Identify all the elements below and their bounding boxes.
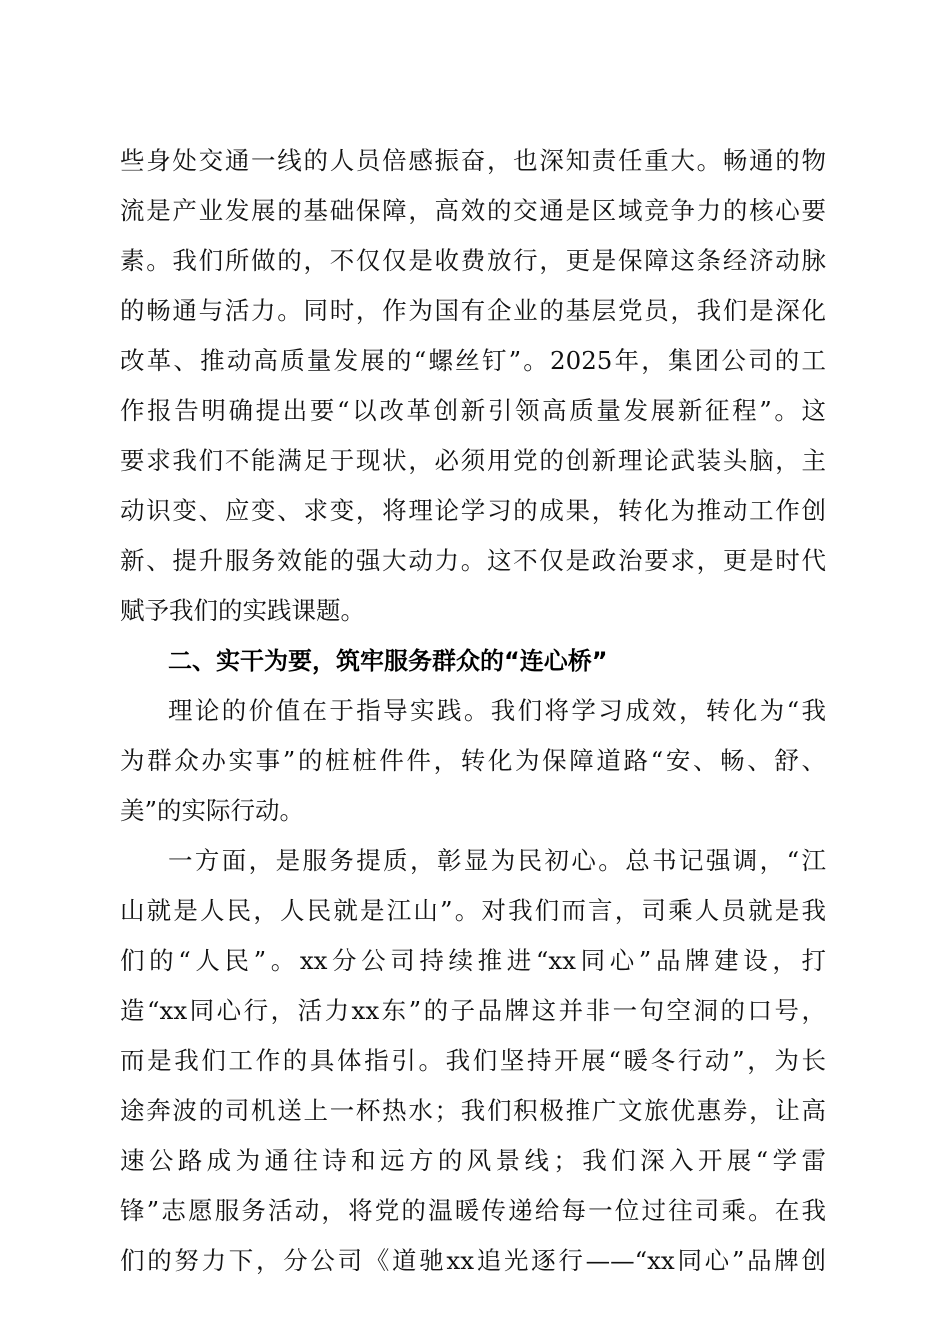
paragraph-1-line-8: 动识变、应变、求变，将理论学习的成果，转化为推动工作创 <box>120 496 826 525</box>
paragraph-3-line-6: 途奔波的司机送上一杯热水；我们积极推广文旅优惠券，让高 <box>120 1096 826 1125</box>
paragraph-3-line-7: 速公路成为通往诗和远方的风景线；我们深入开展“学雷 <box>120 1146 826 1175</box>
paragraph-3-line-5: 而是我们工作的具体指引。我们坚持开展“暖冬行动”，为长 <box>120 1046 826 1075</box>
paragraph-1-line-1: 些身处交通一线的人员倍感振奋，也深知责任重大。畅通的物 <box>120 146 826 175</box>
paragraph-1-line-5: 改革、推动高质量发展的“螺丝钉”。2025年，集团公司的工 <box>120 346 826 375</box>
paragraph-3-line-8: 锋”志愿服务活动，将党的温暖传递给每一位过往司乘。在我 <box>120 1196 826 1225</box>
paragraph-3-line-9: 们的努力下，分公司《道驰xx追光逐行——“xx同心”品牌创 <box>120 1246 826 1275</box>
paragraph-3-line-1: 一方面，是服务提质，彰显为民初心。总书记强调，“江 <box>168 846 826 875</box>
section-heading: 二、实干为要，筑牢服务群众的“连心桥” <box>168 647 608 675</box>
paragraph-2-line-1: 理论的价值在于指导实践。我们将学习成效，转化为“我 <box>168 696 826 725</box>
paragraph-2-line-2: 为群众办实事”的桩桩件件，转化为保障道路“安、畅、舒、 <box>120 746 826 775</box>
paragraph-1-line-3: 素。我们所做的，不仅仅是收费放行，更是保障这条经济动脉 <box>120 246 826 275</box>
paragraph-3-line-2: 山就是人民，人民就是江山”。对我们而言，司乘人员就是我 <box>120 896 826 925</box>
paragraph-3-line-4: 造“xx同心行，活力xx东”的子品牌这并非一句空洞的口号， <box>120 996 826 1025</box>
paragraph-1-line-9: 新、提升服务效能的强大动力。这不仅是政治要求，更是时代 <box>120 546 826 575</box>
paragraph-1-line-6: 作报告明确提出要“以改革创新引领高质量发展新征程”。这 <box>120 396 826 425</box>
paragraph-1-line-4: 的畅通与活力。同时，作为国有企业的基层党员，我们是深化 <box>120 296 826 325</box>
paragraph-2-line-3: 美”的实际行动。 <box>120 796 305 825</box>
paragraph-1-line-7: 要求我们不能满足于现状，必须用党的创新理论武装头脑，主 <box>120 446 826 475</box>
paragraph-1-line-2: 流是产业发展的基础保障，高效的交通是区域竞争力的核心要 <box>120 196 826 225</box>
paragraph-3-line-3: 们的“人民”。xx分公司持续推进“xx同心”品牌建设，打 <box>120 946 826 975</box>
paragraph-1-line-10: 赋予我们的实践课题。 <box>120 596 365 625</box>
